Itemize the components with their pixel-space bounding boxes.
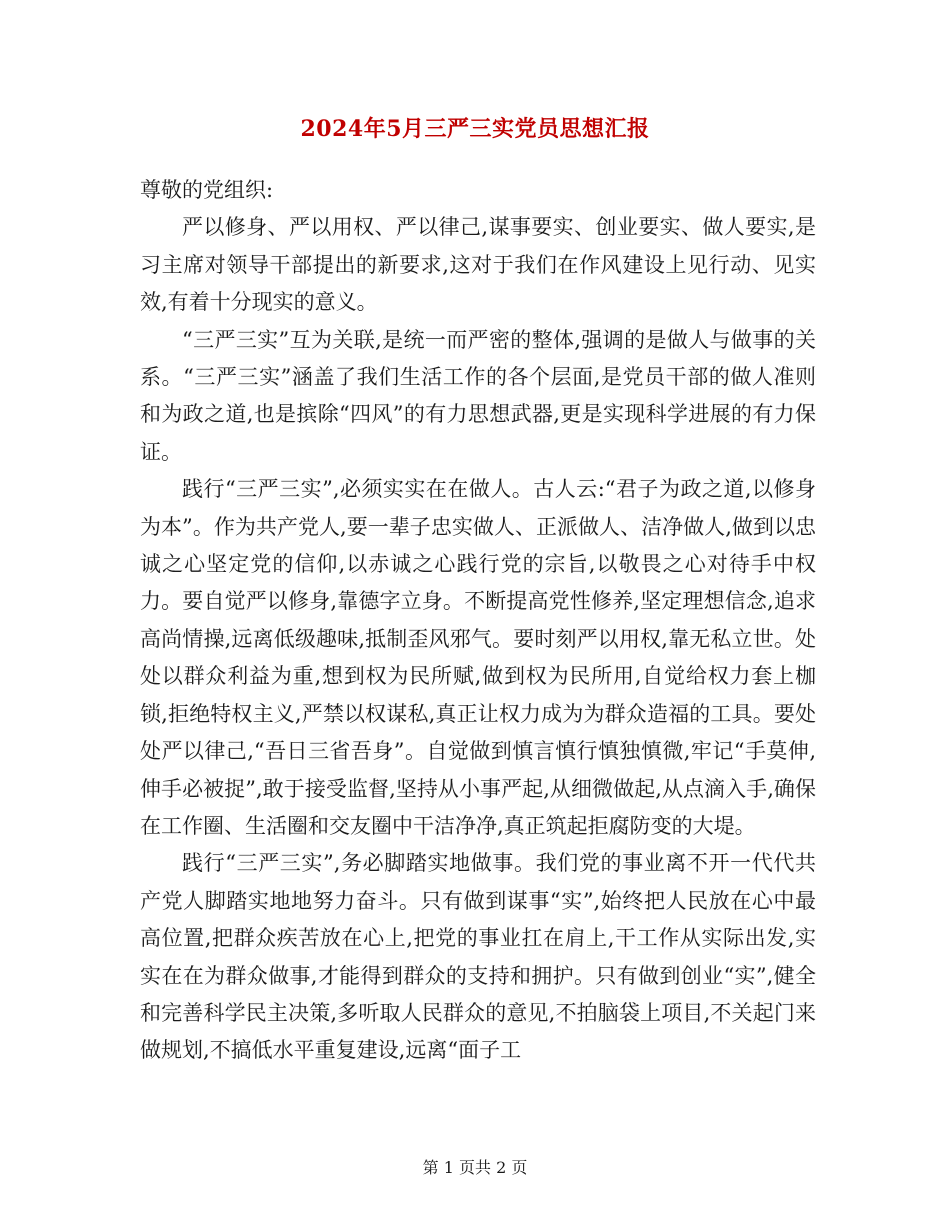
document-body xyxy=(140,172,816,1070)
paragraph: 践行“三严三实”,务必脚踏实地做事。我们党的事业离不开一代代共产党人脚踏实地地努力奋斗。只有做到谋事“实”,始终把人民放在心中最高位置,把群众疾苦放在心上,把党的事业扛在肩上,干工作从实际出发,实实在在为群众做事,才能得到群众的支持和拥护。只有做到创业“实”,健全和完善科学民主决策,多听取人民群众的意见,不拍脑袋上项目,不关起门来做规划,不搞低水平重复建设,远离“面子工 xyxy=(140,851,816,1063)
paragraph: “三严三实”互为关联,是统一而严密的整体,强调的是做人与做事的关系。“三严三实”涵盖了我们生活工作的各个层面,是党员干部的做人准则和为政之道,也是摈除“四风”的有力思想武器,更是实现科学进展的有力保证。 xyxy=(140,327,816,464)
page-footer: 第 1 页共 2 页 xyxy=(422,1158,528,1177)
paragraph: 严以修身、严以用权、严以律己,谋事要实、创业要实、做人要实,是习主席对领导干部提出的新要求,这对于我们在作风建设上见行动、见实效,有着十分现实的意义。 xyxy=(140,215,816,315)
salutation: 尊敬的党组织: xyxy=(140,178,274,202)
paragraph: 践行“三严三实”,必须实实在在做人。古人云:“君子为政之道,以修身为本”。作为共产党人,要一辈子忠实做人、正派做人、洁净做人,做到以忠诚之心坚定党的信仰,以赤诚之心践行党的宗旨,以敬畏之心对待手中权力。要自觉严以修身,靠德字立身。不断提高党性修养,坚定理想信念,追求高尚情操,远离低级趣味,抵制歪风邪气。要时刻严以用权,靠无私立世。处处以群众利益为重,想到权为民所赋,做到权为民所用,自觉给权力套上枷锁,拒绝特权主义,严禁以权谋私,真正让权力成为为群众造福的工具。要处处严以律己,“吾日三省吾身”。自觉做到慎言慎行慎独慎微,牢记“手莫伸,伸手必被捉”,敢于接受监督,坚持从小事严起,从细微做起,从点滴入手,确保在工作圈、生活圈和交友圈中干洁净净,真正筑起拒腐防变的大堤。 xyxy=(140,477,816,838)
document-title: 2024年5月三严三实党员思想汇报 xyxy=(300,116,650,142)
